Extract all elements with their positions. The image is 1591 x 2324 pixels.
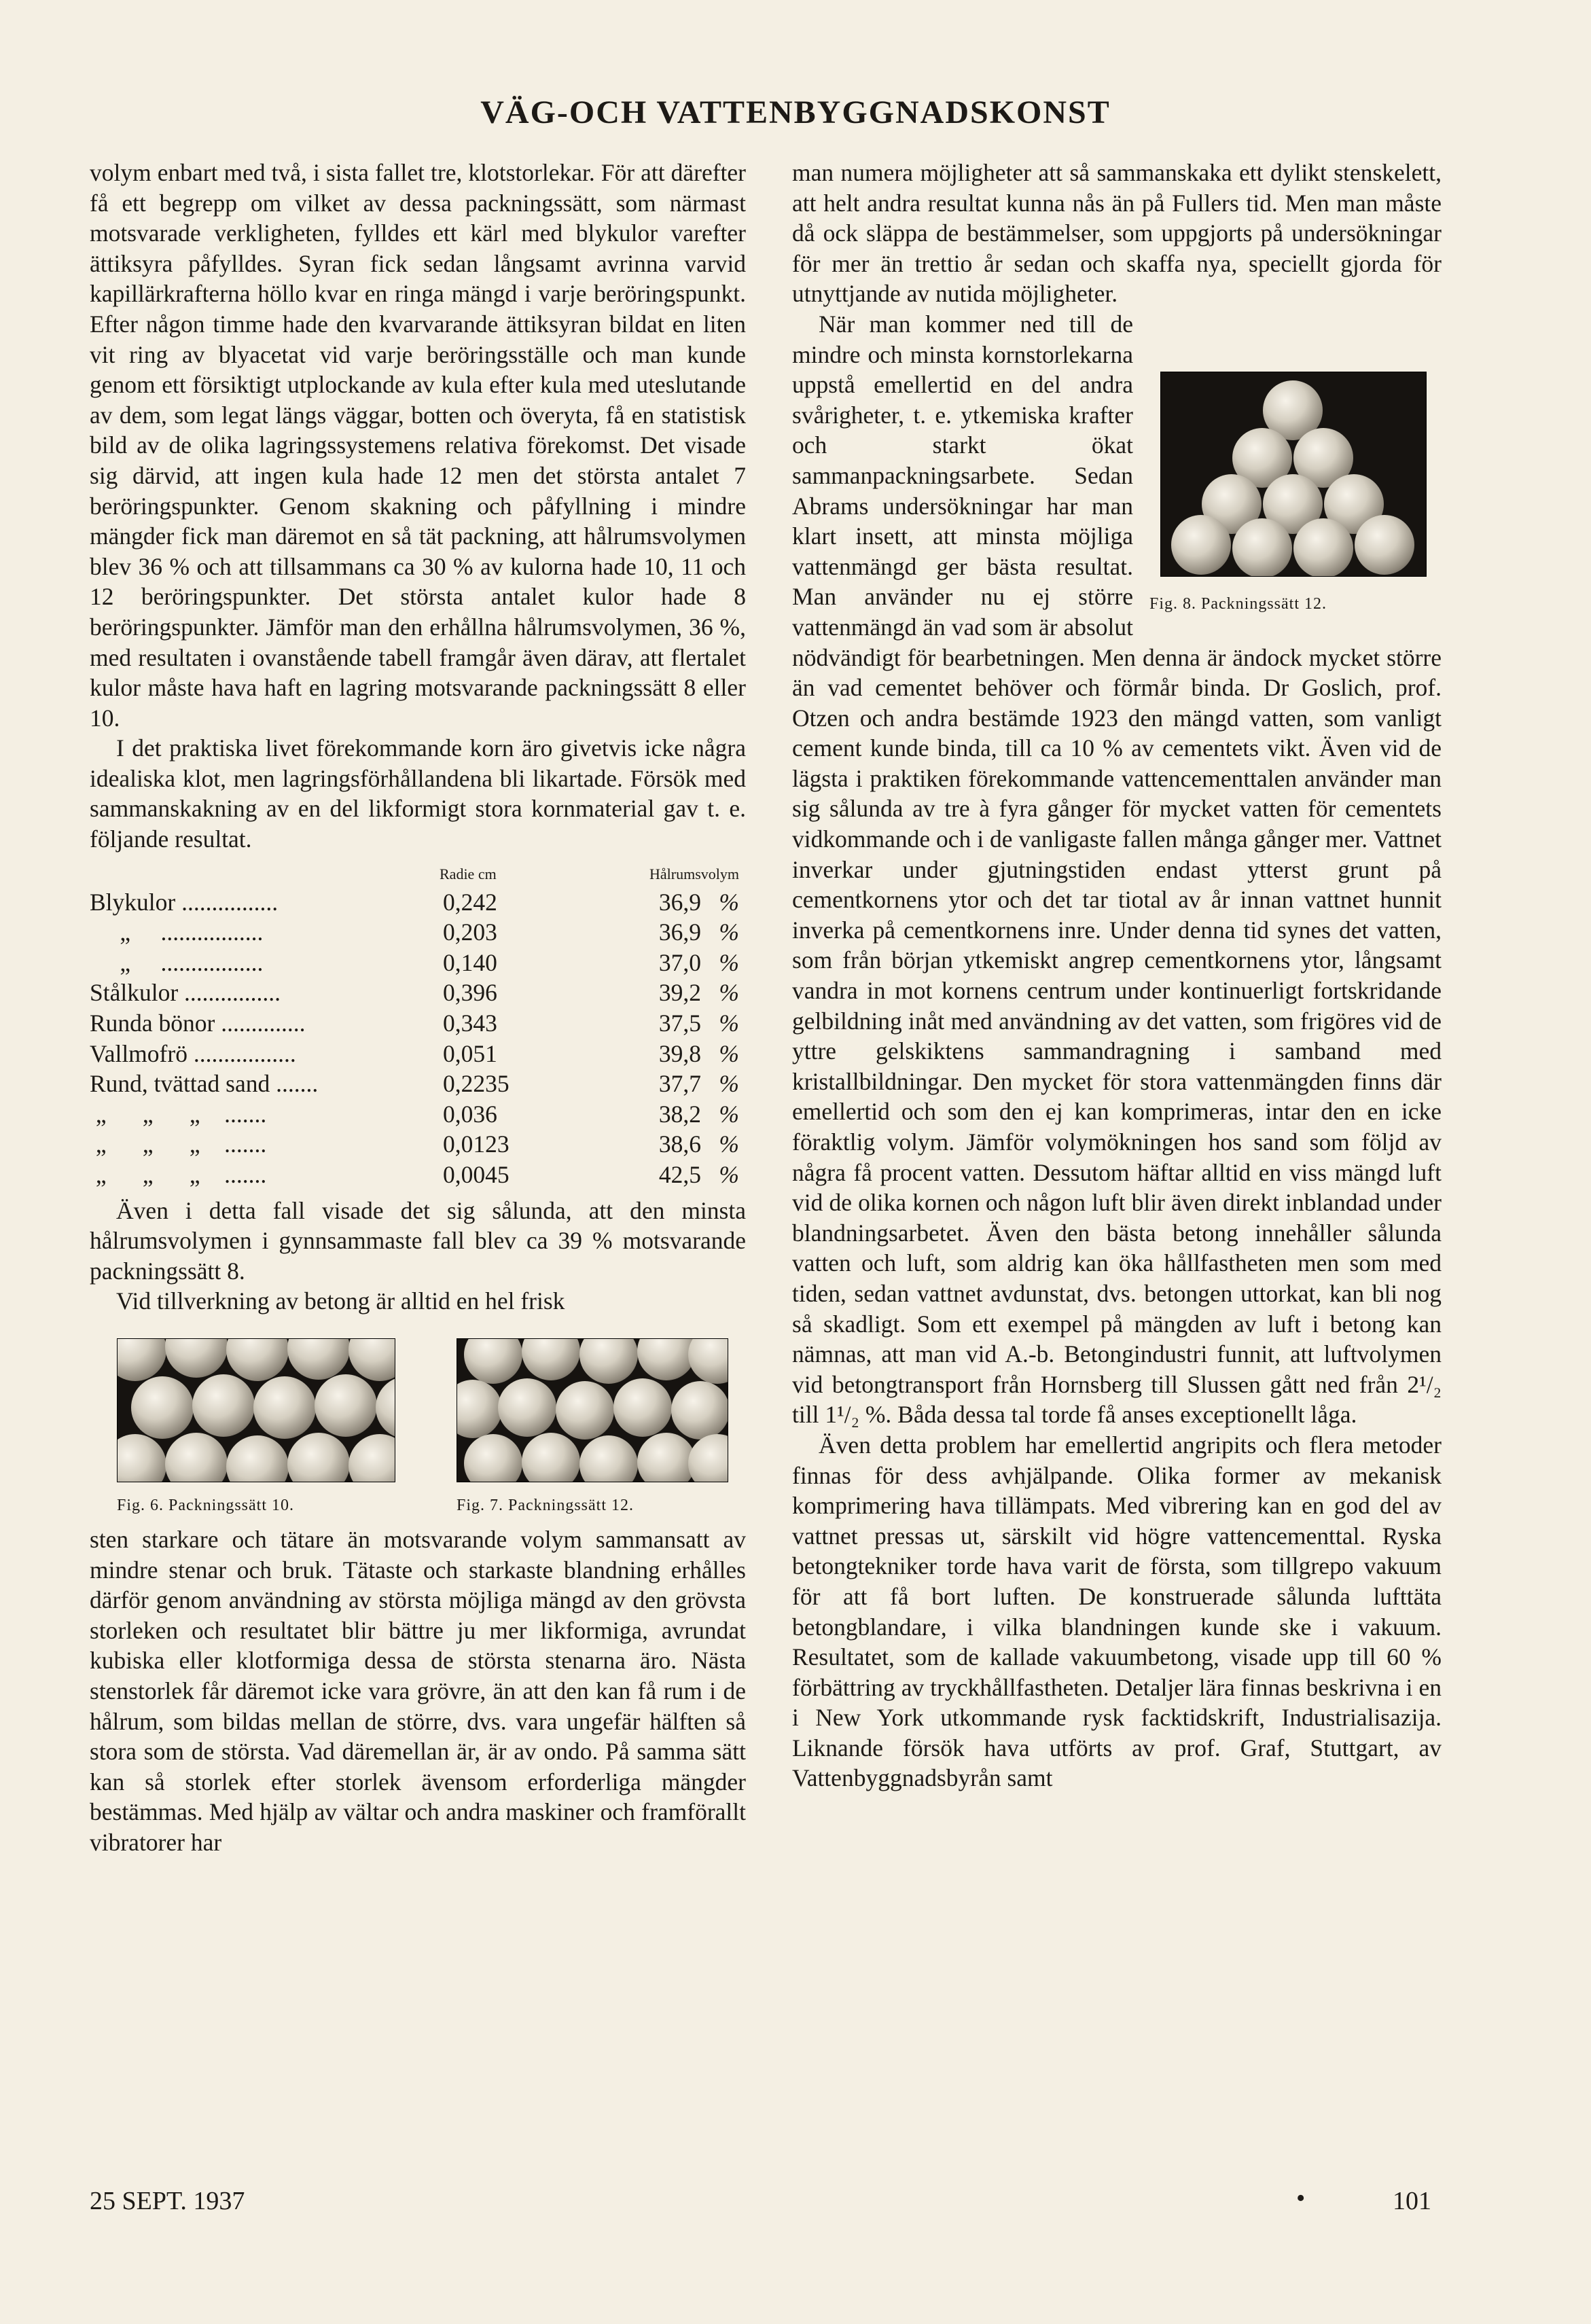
material-cell: „ „ „ ....... <box>90 1130 267 1158</box>
col-radius-header: Radie cm <box>440 865 497 882</box>
radius-cell: 0,2235 <box>443 1070 510 1098</box>
right-paragraph-3: Även detta problem har emellertid angripits och flera metoder finnas för dess avhjälpande. Olika former av mekanisk komprimering hava tillämpats. Med vibrering kan en god del av vattnet pressas ut, särskilt vid högre vattencementtal. Ryska betongtekniker torde hava varit de första, som tillgrepo vakuum för att få bort luften. De konstruerade sålunda lufttäta betongblandare, i vilka blandningen kunde ske i vakuum. Resultatet, som de kallade vakuumbetong, visade upp till 60 % förbättring av tryckhållfastheten. Detaljer lära finnas beskrivna i en i New York utkommande rysk facktidskrift, Industrialisazija. Liknande försök hava utförts av prof. Graf, Stuttgart, av Vattenbyggnadsbyrån samt <box>792 1431 1442 1792</box>
figure-8-photo <box>1160 372 1427 577</box>
table-row <box>90 1160 746 1190</box>
volume-cell: 37,7 <box>658 1070 701 1098</box>
table-row <box>90 1008 746 1039</box>
sphere-shape <box>637 1433 696 1482</box>
material-cell: „ ................. <box>90 918 264 946</box>
right-paragraph-1: man numera möjligheter att så sammanskaka ett dylikt stenskelett, att helt andra resultat kunna nås än på Fullers tid. Men man måste då ock släppa de bestämmelser, som uppgjorts på undersökningar för mer än trettio år sedan och skaffa nya, speciellt gjorda för utnyttjande av nutida möjligheter. <box>792 159 1442 308</box>
material-cell: Blykulor ................ <box>90 888 279 916</box>
material-cell: „ „ „ ....... <box>90 1161 267 1188</box>
figure-8-caption: Fig. 8. Packningssätt 12. <box>1149 594 1327 613</box>
figure-7-photo <box>457 1338 728 1482</box>
table-row <box>90 917 746 948</box>
volume-cell: 37,5 <box>658 1009 701 1037</box>
sphere-shape <box>117 1434 166 1482</box>
left-paragraph-3: Även i detta fall visade det sig sålunda, att den minsta hålrumsvolymen i gynnsammaste fall blev ca 39 % motsvarande packningssätt 8. <box>90 1196 746 1285</box>
page-header: VÄG-OCH VATTENBYGGNADSKONST <box>480 94 1111 130</box>
page-number: 101 <box>1393 2187 1431 2215</box>
figure-6-caption: Fig. 6. Packningssätt 10. <box>117 1496 295 1514</box>
sphere-shape <box>556 1381 614 1440</box>
left-paragraph-5: sten starkare och tätare än motsvarande volym sammansatt av mindre stenar och bruk. Tätaste och starkaste blandning erhålles därför genom användning av största möjliga mängd av den grövsta storleken och resultatet blir bättre ju mer likformiga, avrundat kubiska eller klotformiga dessa de största stenarna äro. Nästa stenstorlek får däremot icke vara grövre, än att den kan få rum i de hålrum, som bildas mellan de större, dvs. vara ungefär hälften så stora som de största. Vad däremellan är, är av ondo. På samma sätt kan så storlek efter storlek ävensom erforderliga mängder bestämmas. Med hjälp av vältar och andra maskiner och framförallt vibratorer har <box>90 1525 746 1856</box>
unit-cell: % <box>719 1130 739 1158</box>
unit-cell: % <box>719 1070 739 1098</box>
material-cell: Vallmofrö ................. <box>90 1039 296 1067</box>
sphere-shape <box>192 1374 255 1437</box>
radius-cell: 0,396 <box>443 979 497 1007</box>
sphere-shape <box>464 1338 522 1384</box>
table-header <box>90 864 746 884</box>
unit-cell: % <box>719 948 739 976</box>
sphere-shape <box>348 1434 395 1482</box>
material-cell: „ „ „ ....... <box>90 1100 267 1128</box>
footer-date: 25 SEPT. 1937 <box>90 2187 245 2215</box>
sphere-shape <box>226 1338 289 1381</box>
sphere-shape <box>315 1374 377 1437</box>
sphere-shape <box>688 1338 728 1384</box>
radius-cell: 0,140 <box>443 948 497 976</box>
sphere-shape <box>226 1435 289 1482</box>
radius-cell: 0,0045 <box>443 1161 510 1188</box>
sphere-shape <box>457 1380 502 1438</box>
sphere-shape <box>117 1338 166 1381</box>
table-row <box>90 1039 746 1069</box>
volume-cell: 39,2 <box>658 979 701 1007</box>
left-paragraph-1: volym enbart med två, i sista fallet tre, klotstorlekar. För att därefter få ett begrepp om vilket av dessa packningssätt, som närmast motsvarade verkligheten, fylldes ett kärl med blykulor varefter ättiksyra påfylldes. Syran fick sedan långsamt avrinna varvid kapillärkrafterna höllo kvar en ringa mängd i varje beröringspunkt. Efter någon timme hade den kvarvarande ättiksyran bildat en liten vit ring av blyacetat vid varje beröringsställe och man kunde genom ett försiktigt utplockande av kula efter kula med uteslutande av dem, som legat längs väggar, botten och överyta, få en statistisk bild av de olika lagringssystemens relativa förekomst. Det visade sig därvid, att ingen kula hade 12 men det största antalet 7 beröringspunkter. Genom skakning och påfyllning i mindre mängder fick man däremot en så tät packning, att hålrumsvolymen blev 36 % och att tillsammans ca 30 % av kulorna hade 10, 11 och 12 beröringspunkter. Det största antalet kulor hade 8 beröringspunkter. Jämför man den erhållna hålrumsvolymen, 36 %, med resultaten i ovanstående tabell framgår även därav, att flertalet kulor måste hava haft en lagring motsvarande packningssätt 8 eller 10. <box>90 159 746 732</box>
sphere-shape <box>1232 518 1292 577</box>
table-row <box>90 1099 746 1130</box>
sphere-shape <box>287 1433 350 1482</box>
unit-cell: % <box>719 888 739 916</box>
table-body <box>90 887 746 1190</box>
sphere-shape <box>579 1338 638 1384</box>
sphere-shape <box>522 1338 580 1380</box>
volume-cell: 39,8 <box>658 1039 701 1067</box>
sphere-shape <box>1293 518 1353 577</box>
unit-cell: % <box>719 918 739 946</box>
figure-6 <box>117 1338 395 1516</box>
left-paragraph-4: Vid tillverkning av betong är alltid en hel frisk <box>116 1287 565 1315</box>
material-cell: Runda bönor .............. <box>90 1009 306 1037</box>
radius-cell: 0,343 <box>443 1009 497 1037</box>
table-row <box>90 887 746 918</box>
sphere-shape <box>613 1378 672 1437</box>
radius-cell: 0,0123 <box>443 1130 510 1158</box>
figure-8 <box>1149 372 1442 615</box>
radius-cell: 0,036 <box>443 1100 497 1128</box>
sphere-shape <box>579 1435 638 1482</box>
unit-cell: % <box>719 1039 739 1067</box>
sphere-shape <box>253 1376 316 1439</box>
table-row <box>90 1069 746 1099</box>
figure-6-photo <box>117 1338 395 1482</box>
material-cell: Rund, tvättad sand ....... <box>90 1070 319 1098</box>
right-column <box>792 158 1442 1793</box>
material-cell: „ ................. <box>90 948 264 976</box>
sphere-shape <box>165 1433 228 1482</box>
sphere-shape <box>165 1338 228 1378</box>
sphere-shape <box>348 1338 395 1381</box>
figure-pair <box>117 1338 728 1516</box>
figure-7 <box>457 1338 728 1516</box>
figure-7-caption: Fig. 7. Packningssätt 12. <box>457 1496 634 1514</box>
radius-cell: 0,242 <box>443 888 497 916</box>
volume-cell: 42,5 <box>658 1161 701 1188</box>
material-cell: Stålkulor ................ <box>90 979 281 1007</box>
sphere-shape <box>287 1338 350 1380</box>
volume-cell: 36,9 <box>658 888 701 916</box>
results-table <box>90 864 746 1190</box>
unit-cell: % <box>719 1009 739 1037</box>
volume-cell: 37,0 <box>658 948 701 976</box>
sphere-shape <box>1171 515 1231 575</box>
table-row <box>90 978 746 1008</box>
left-column <box>90 158 746 1858</box>
volume-cell: 38,2 <box>658 1100 701 1128</box>
radius-cell: 0,051 <box>443 1039 497 1067</box>
unit-cell: % <box>719 1161 739 1188</box>
table-row <box>90 948 746 978</box>
table-row <box>90 1129 746 1160</box>
sphere-shape <box>637 1338 696 1380</box>
volume-cell: 38,6 <box>658 1130 701 1158</box>
col-volume-header: Hålrumsvolym <box>649 865 739 882</box>
volume-cell: 36,9 <box>658 918 701 946</box>
sphere-shape <box>498 1378 556 1437</box>
unit-cell: % <box>719 979 739 1007</box>
sphere-shape <box>1355 515 1414 575</box>
sphere-shape <box>671 1381 728 1440</box>
sphere-shape <box>688 1434 728 1482</box>
sphere-shape <box>376 1376 395 1439</box>
footer-dot: • <box>1296 2184 1306 2213</box>
unit-cell: % <box>719 1100 739 1128</box>
left-paragraph-2: I det praktiska livet förekommande korn äro givetvis icke några idealiska klot, men lagringsförhållandena bli likartade. Försök med sammanskakning av en del likformigt stora kornmaterial gav t. e. följande resultat. <box>90 734 746 853</box>
sphere-shape <box>131 1376 194 1439</box>
right-paragraph-2: När man kommer ned till de mindre och minsta kornstorlekarna uppstå emellertid en del andra svårigheter, t. e. ytkemiska krafter och starkt ökat sammanpackningsarbete. Sedan Abrams undersökningar har man klart insett, att minsta möjliga vattenmängd ger bästa resultat. Man använder nu ej större vattenmängd än vad som är absolut nödvändigt för bearbetningen. Men denna är ändock mycket större än vad cementet behöver och förmår binda. Dr Goslich, prof. Otzen och andra bestämde 1923 den mängd vatten, som vanligt cement kunde binda, till ca 10 % av cementets vikt. Även vid de lägsta i praktiken förekommande vattencementtalen använder man sig sålunda av tre à fyra gånger för mycket vatten för cementets vidkommande och i de vanligaste fallen många gånger mer. Vattnet inverkar under gjutningstiden endast ytterst grunt på cementkornens ytor och det tar tiotal av år innan vattnet hunnit inverka på cementkornens inre. Under denna tid synes det vatten, som från början ytkemiskt angrep cementkornens ytor, långsamt vandra in mot kornens centrum under kontinuerligt fortskridande gelbildning inåt med användning av det vatten, som frigöres vid de yttre gelskiktens sammandragning i samband med kristallbildningar. Den mycket för stora vattenmängden finns där emellertid och som den ej kan komprimeras, intar den en icke föraktlig volym. Jämför volymökningen hos sand som följd av några få procent vatten. Dessutom häftar alltid en viss mängd luft vid de olika kornen och någon luft blir även direkt inblandad under blandningsarbetet. Även den bästa betong innehåller sålunda vatten och luft, som aldrig kan öka hållfastheten men som med tiden, sedan vattnet avdunstat, dvs. betongen uttorkat, kan bli nog så skadligt. Som ett exempel på mängden av luft i betong kan nämnas, att man vid A.-b. Betongindustri funnit, att luftvolymen vid betongtransport från Hornsberg till Slussen gått ned från 2¹/₂ till 1¹/₂ %. Båda dessa tal torde få anses exceptionellt låga. <box>792 310 1442 1429</box>
radius-cell: 0,203 <box>443 918 497 946</box>
sphere-shape <box>522 1433 580 1482</box>
sphere-shape <box>464 1434 522 1482</box>
